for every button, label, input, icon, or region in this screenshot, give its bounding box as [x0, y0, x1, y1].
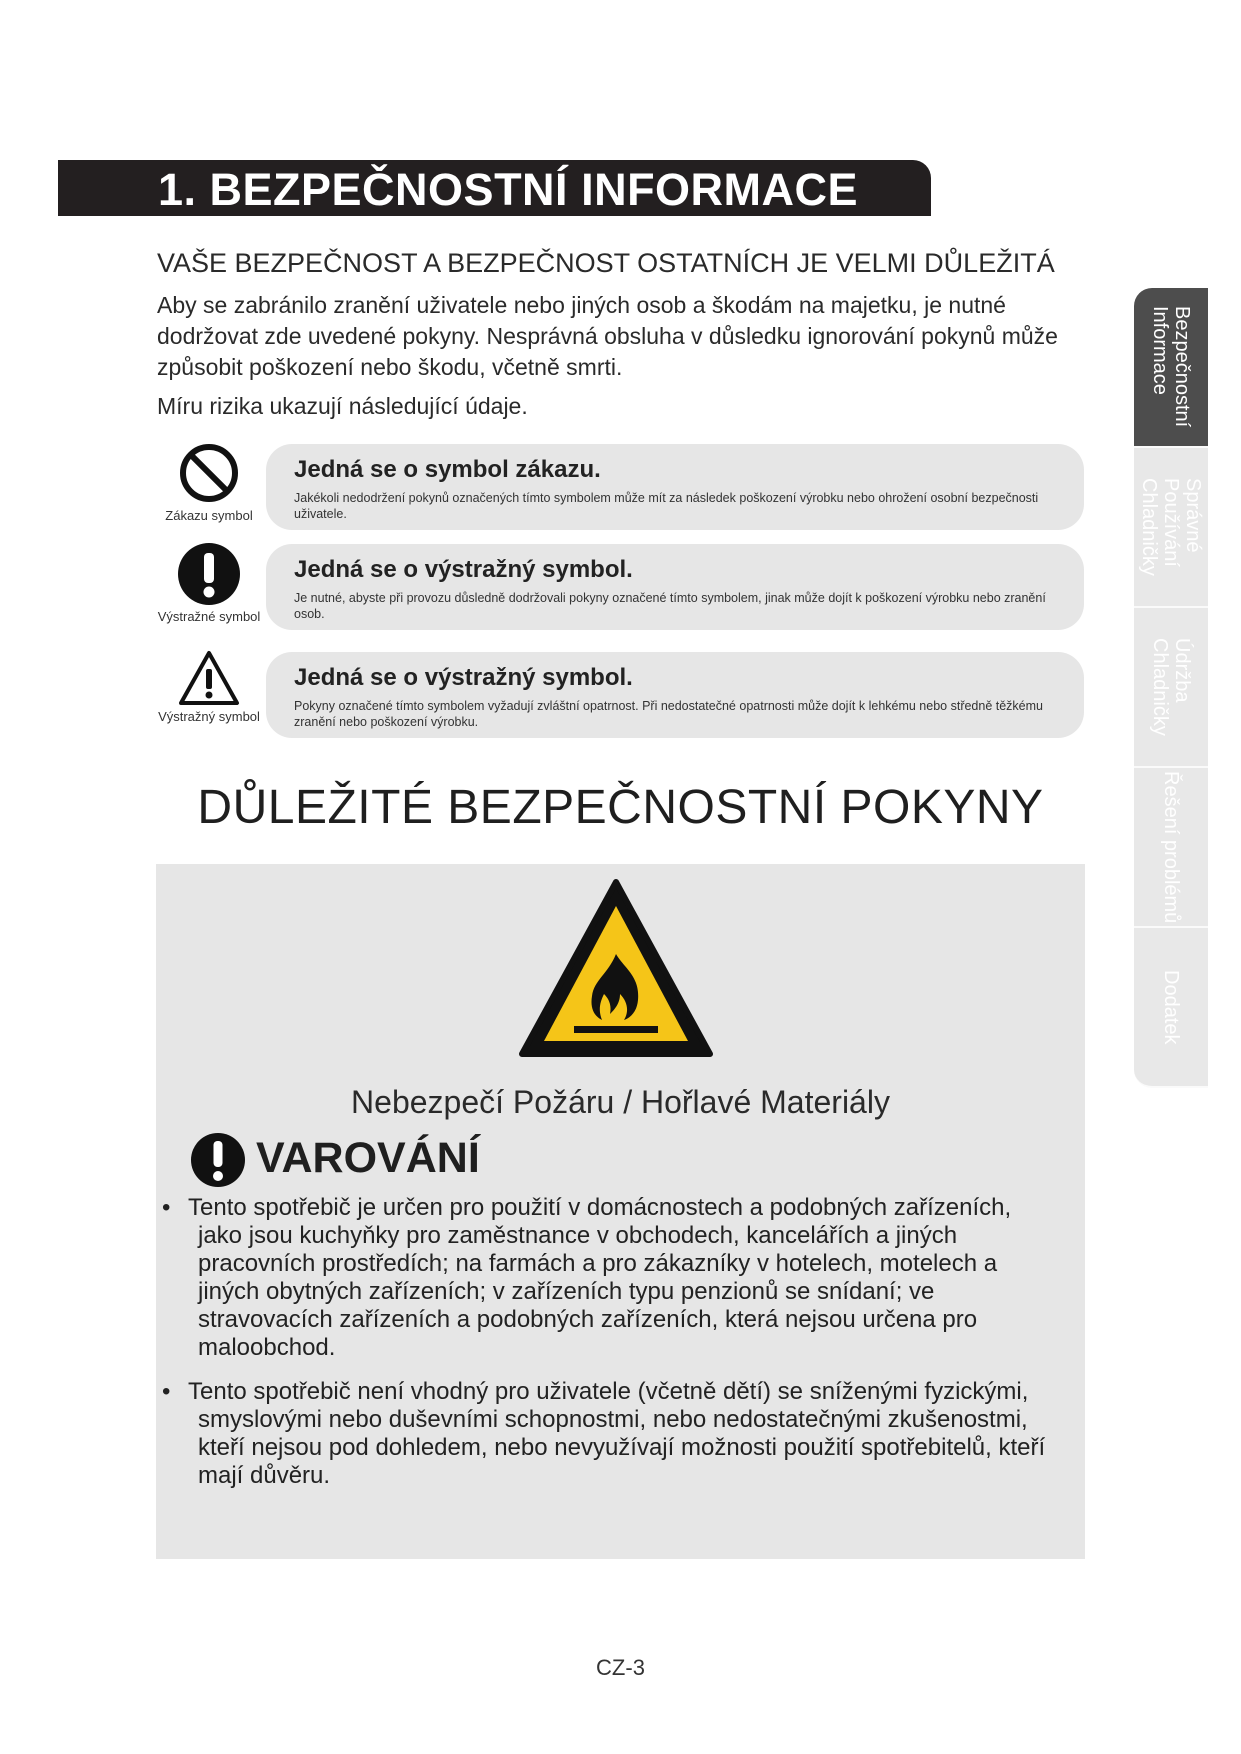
- bullet-dot: •: [162, 1378, 171, 1405]
- tab-label: Řešení problémů: [1160, 770, 1182, 924]
- varovani-heading: VAROVÁNÍ: [256, 1134, 480, 1182]
- symbol-description: Je nutné, abyste při provozu důsledně dodržovali pokyny označené tímto symbolem, jinak může dojít k poškození výrobku nebo zranění osob.: [294, 591, 1046, 621]
- list-item: [162, 1378, 1062, 1490]
- tab-label: Bezpečnostní Informace: [1149, 306, 1193, 428]
- section-title-bar: [58, 160, 931, 216]
- important-heading: DŮLEŽITÉ BEZPEČNOSTNÍ POKYNY: [197, 781, 1044, 834]
- flammable-warning-icon: [516, 876, 716, 1061]
- symbol-box-warning: [266, 544, 1084, 630]
- exclamation-circle-icon: [177, 542, 241, 606]
- page-number: CZ-3: [596, 1655, 645, 1680]
- safety-subtitle: VAŠE BEZPEČNOST A BEZPEČNOST OSTATNÍCH JE VELMI DŮLEŽITÁ: [157, 248, 1055, 278]
- risk-line: Míru rizika ukazují následující údaje.: [157, 393, 528, 419]
- symbol-caption: Zákazu symbol: [165, 508, 253, 523]
- section-title: 1. BEZPEČNOSTNÍ INFORMACE: [158, 164, 859, 215]
- section-side-tabs: [1134, 288, 1208, 1088]
- prohibition-icon: [178, 442, 240, 504]
- tab-troubleshooting[interactable]: [1134, 768, 1208, 928]
- symbol-heading: Jedná se o symbol zákazu.: [294, 456, 601, 483]
- exclamation-circle-icon: [190, 1132, 246, 1188]
- bullet-continuation: jako jsou kuchyňky pro zaměstnance v obchodech, kancelářích a jiných pracovních prostředích; na farmách a pro zákazníky v hotelech, motelech a jiných obytných zařízeních; v zařízeních typu penzionů se snídaní; ve stravovacích zařízeních a podobných zařízeních, která nejsou určena pro maloobchod.: [198, 1222, 998, 1361]
- tab-appendix[interactable]: [1134, 928, 1208, 1088]
- symbol-caption: Výstražný symbol: [158, 709, 260, 724]
- symbol-heading: Jedná se o výstražný symbol.: [294, 664, 633, 691]
- symbol-box-caution: [266, 652, 1084, 738]
- tab-maintenance[interactable]: [1134, 608, 1208, 768]
- warning-panel: [156, 864, 1085, 1559]
- bullet-first-line: Tento spotřebič je určen pro použití v domácnostech a podobných zařízeních,: [188, 1194, 1012, 1221]
- symbol-description: Jakékoli nedodržení pokynů označených tímto symbolem může mít za následek poškození výrobku nebo ohrožení osobní bezpečnosti uživatele.: [294, 491, 1039, 521]
- bullet-first-line: Tento spotřebič není vhodný pro uživatele (včetně dětí) se sníženými fyzickými,: [188, 1378, 1029, 1405]
- bullet-continuation: smyslovými nebo duševními schopnostmi, nebo nedostatečnými zkušenostmi, kteří nejsou pod dohledem, nebo nevyužívají možnosti použití spotřebitelů, kteří mají důvěru.: [198, 1406, 1046, 1489]
- tab-safety-information[interactable]: [1134, 288, 1208, 448]
- bullet-dot: •: [162, 1194, 171, 1221]
- tab-label: Údržba Chladničky: [1149, 638, 1193, 736]
- intro-paragraph: Aby se zabránilo zranění uživatele nebo jiných osob a škodám na majetku, je nutné dodržovat zde uvedené pokyny. Nesprávná obsluha v důsledku ignorování pokynů může způsobit poškození nebo škodu, včetně smrti.: [157, 292, 1058, 380]
- tab-label: Dodatek: [1160, 969, 1182, 1045]
- tab-label: Správné Používání Chladničky: [1138, 478, 1204, 576]
- warning-triangle-icon: [178, 650, 240, 706]
- tab-proper-use[interactable]: [1134, 448, 1208, 608]
- symbol-caption: Výstražné symbol: [157, 609, 261, 624]
- symbol-description: Pokyny označené tímto symbolem vyžadují zvláštní opatrnost. Při nedostatečné opatrnosti může dojít k lehkému nebo středně těžkému zranění nebo poškození výrobku.: [294, 699, 1043, 729]
- symbol-heading: Jedná se o výstražný symbol.: [294, 556, 633, 583]
- symbol-box-prohibition: [266, 444, 1084, 530]
- list-item: [162, 1194, 1062, 1362]
- danger-caption: Nebezpečí Požáru / Hořlavé Materiály: [351, 1084, 890, 1120]
